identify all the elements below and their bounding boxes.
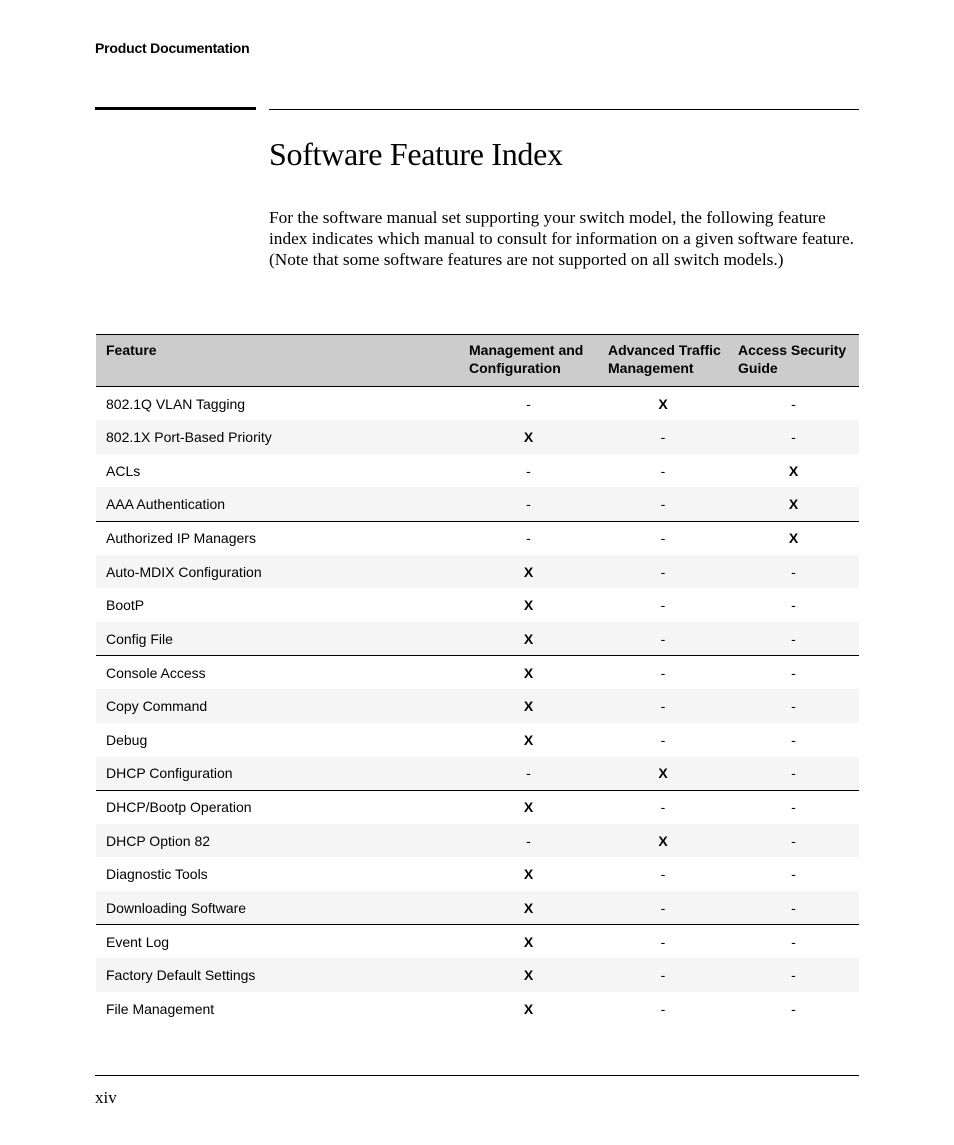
access-security-cell: - xyxy=(791,597,796,614)
page-title: Software Feature Index xyxy=(269,136,563,172)
advanced-traffic-cell: X xyxy=(658,765,668,782)
feature-cell: DHCP Configuration xyxy=(106,765,233,782)
advanced-traffic-cell: - xyxy=(660,731,666,748)
management-config-cell: X xyxy=(523,630,534,647)
management-config-cell: - xyxy=(526,495,531,512)
management-config-cell: X xyxy=(459,925,598,959)
advanced-traffic-cell: - xyxy=(660,462,666,479)
management-config-cell: X xyxy=(523,1000,534,1017)
table-row xyxy=(96,958,859,992)
table-row xyxy=(96,790,859,824)
advanced-traffic-cell: X xyxy=(658,832,668,849)
table-row xyxy=(96,622,859,656)
advanced-traffic-cell: - xyxy=(660,630,666,647)
table-row xyxy=(96,656,859,690)
table-row xyxy=(96,689,859,723)
access-security-cell: - xyxy=(791,866,796,883)
access-security-cell: - xyxy=(728,790,859,824)
access-security-cell: - xyxy=(728,925,859,959)
advanced-traffic-cell: - xyxy=(598,521,728,555)
table-row xyxy=(96,521,859,555)
feature-cell: Diagnostic Tools xyxy=(106,866,208,883)
access-security-cell: - xyxy=(791,899,796,916)
column-header-advanced-traffic: Advanced Traffic Management xyxy=(598,335,728,387)
access-security-cell: - xyxy=(791,630,796,647)
access-security-cell: - xyxy=(791,967,796,984)
access-security-cell: - xyxy=(791,731,796,748)
access-security-cell: X xyxy=(788,495,799,512)
column-header-management-config: Management and Configuration xyxy=(459,335,598,387)
table-row xyxy=(96,420,859,454)
table-row xyxy=(96,588,859,622)
management-config-cell: X xyxy=(523,731,534,748)
advanced-traffic-cell: - xyxy=(660,495,666,512)
advanced-traffic-cell: - xyxy=(660,866,666,883)
advanced-traffic-cell: - xyxy=(660,563,666,580)
feature-index-table xyxy=(96,334,859,1026)
advanced-traffic-cell: - xyxy=(660,597,666,614)
column-header-feature: Feature xyxy=(96,335,459,387)
advanced-traffic-cell: - xyxy=(598,656,728,690)
feature-cell: Console Access xyxy=(96,656,459,690)
table-header-row xyxy=(96,335,859,387)
table-row xyxy=(96,454,859,488)
advanced-traffic-cell: - xyxy=(598,790,728,824)
footer-rule xyxy=(95,1075,859,1076)
table-row xyxy=(96,487,859,521)
page-number: xiv xyxy=(95,1088,117,1107)
advanced-traffic-cell: - xyxy=(598,925,728,959)
running-head: Product Documentation xyxy=(95,40,250,56)
header-rule-thin xyxy=(269,109,859,110)
access-security-cell: - xyxy=(791,563,796,580)
header-rule-thick xyxy=(95,107,256,110)
table-row xyxy=(96,925,859,959)
table-row xyxy=(96,992,859,1026)
management-config-cell: X xyxy=(523,899,534,916)
feature-cell: DHCP/Bootp Operation xyxy=(96,790,459,824)
advanced-traffic-cell: - xyxy=(660,698,666,715)
feature-cell: Copy Command xyxy=(106,698,208,715)
feature-cell: AAA Authentication xyxy=(106,495,226,512)
feature-cell: ACLs xyxy=(106,462,141,479)
feature-cell: BootP xyxy=(106,597,145,614)
access-security-cell: X xyxy=(728,521,859,555)
management-config-cell: X xyxy=(459,790,598,824)
management-config-cell: X xyxy=(523,428,534,445)
feature-cell: DHCP Option 82 xyxy=(106,832,211,849)
management-config-cell: X xyxy=(523,967,534,984)
table-row xyxy=(96,857,859,891)
management-config-cell: X xyxy=(523,563,534,580)
access-security-cell: - xyxy=(728,656,859,690)
feature-cell: File Management xyxy=(106,1000,215,1017)
feature-cell: Event Log xyxy=(96,925,459,959)
table-row xyxy=(96,757,859,791)
advanced-traffic-cell: X xyxy=(658,395,668,412)
table-row xyxy=(96,824,859,858)
access-security-cell: - xyxy=(791,395,796,412)
feature-cell: Auto-MDIX Configuration xyxy=(106,563,262,580)
management-config-cell: - xyxy=(526,832,531,849)
management-config-cell: - xyxy=(526,395,531,412)
feature-cell: Downloading Software xyxy=(106,899,247,916)
management-config-cell: X xyxy=(523,866,534,883)
advanced-traffic-cell: - xyxy=(660,967,666,984)
access-security-cell: - xyxy=(791,832,796,849)
column-header-access-security: Access Security Guide xyxy=(728,335,859,387)
table-row xyxy=(96,723,859,757)
management-config-cell: - xyxy=(526,765,531,782)
table-row xyxy=(96,555,859,589)
table-row xyxy=(96,891,859,925)
management-config-cell: X xyxy=(459,656,598,690)
feature-cell: 802.1X Port-Based Priority xyxy=(106,428,272,445)
management-config-cell: X xyxy=(523,698,534,715)
management-config-cell: - xyxy=(526,462,531,479)
feature-cell: Authorized IP Managers xyxy=(96,521,459,555)
intro-paragraph: For the software manual set supporting your switch model, the following feature index indicates which manual to consult for information on a given software feature. (Note that some software features are not supported on all switch models.) xyxy=(269,208,854,269)
access-security-cell: - xyxy=(791,428,796,445)
access-security-cell: - xyxy=(791,1000,796,1017)
management-config-cell: - xyxy=(459,521,598,555)
feature-cell: Debug xyxy=(106,731,148,748)
feature-cell: Config File xyxy=(106,630,173,647)
feature-cell: 802.1Q VLAN Tagging xyxy=(106,395,246,412)
advanced-traffic-cell: - xyxy=(660,1000,666,1017)
advanced-traffic-cell: - xyxy=(660,899,666,916)
access-security-cell: X xyxy=(788,462,799,479)
access-security-cell: - xyxy=(791,698,796,715)
feature-cell: Factory Default Settings xyxy=(106,967,256,984)
management-config-cell: X xyxy=(523,597,534,614)
table-row xyxy=(96,387,859,421)
advanced-traffic-cell: - xyxy=(660,428,666,445)
access-security-cell: - xyxy=(791,765,796,782)
